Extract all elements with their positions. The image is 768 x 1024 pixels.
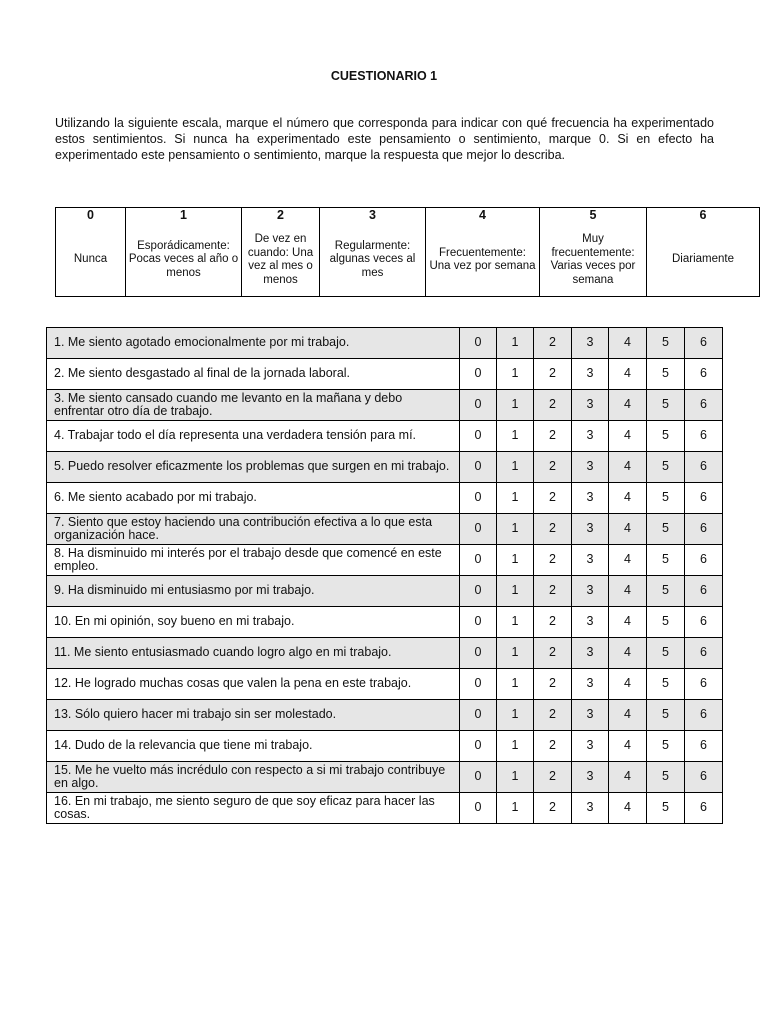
question-text: 8. Ha disminuido mi interés por el trabajo desde que comencé en este empleo. (47, 545, 460, 576)
answer-option-4[interactable]: 4 (609, 607, 647, 638)
answer-option-4[interactable]: 4 (609, 793, 647, 824)
answer-option-1[interactable]: 1 (497, 638, 534, 669)
answer-option-2[interactable]: 2 (534, 638, 572, 669)
answer-option-0[interactable]: 0 (460, 452, 497, 483)
answer-option-3[interactable]: 3 (572, 793, 609, 824)
answer-option-6[interactable]: 6 (685, 328, 723, 359)
question-row (47, 638, 723, 669)
answer-option-4[interactable]: 4 (609, 452, 647, 483)
question-text: 10. En mi opinión, soy bueno en mi trabajo. (47, 607, 460, 638)
scale-number: 2 (242, 208, 320, 225)
question-row (47, 514, 723, 545)
answer-option-4[interactable]: 4 (609, 359, 647, 390)
question-row (47, 731, 723, 762)
answer-option-6[interactable]: 6 (685, 514, 723, 545)
answer-option-2[interactable]: 2 (534, 483, 572, 514)
answer-option-1[interactable]: 1 (497, 607, 534, 638)
answer-option-5[interactable]: 5 (647, 359, 685, 390)
answer-option-3[interactable]: 3 (572, 700, 609, 731)
answer-option-6[interactable]: 6 (685, 576, 723, 607)
answer-option-4[interactable]: 4 (609, 762, 647, 793)
scale-label: Frecuentemente: Una vez por semana (426, 224, 540, 297)
answer-option-6[interactable]: 6 (685, 731, 723, 762)
question-row (47, 390, 723, 421)
answer-option-2[interactable]: 2 (534, 545, 572, 576)
answer-option-2[interactable]: 2 (534, 607, 572, 638)
answer-option-1[interactable]: 1 (497, 452, 534, 483)
answer-option-2[interactable]: 2 (534, 793, 572, 824)
answer-option-0[interactable]: 0 (460, 483, 497, 514)
answer-option-0[interactable]: 0 (460, 359, 497, 390)
answer-option-6[interactable]: 6 (685, 607, 723, 638)
answer-option-5[interactable]: 5 (647, 328, 685, 359)
answer-option-0[interactable]: 0 (460, 638, 497, 669)
scale-label: Esporádicamente: Pocas veces al año o menos (126, 224, 242, 297)
answer-option-6[interactable]: 6 (685, 793, 723, 824)
answer-option-4[interactable]: 4 (609, 638, 647, 669)
answer-option-4[interactable]: 4 (609, 483, 647, 514)
answer-option-1[interactable]: 1 (497, 576, 534, 607)
answer-option-5[interactable]: 5 (647, 452, 685, 483)
answer-option-1[interactable]: 1 (497, 328, 534, 359)
answer-option-5[interactable]: 5 (647, 514, 685, 545)
answer-option-2[interactable]: 2 (534, 390, 572, 421)
answer-option-6[interactable]: 6 (685, 421, 723, 452)
answer-option-5[interactable]: 5 (647, 545, 685, 576)
answer-option-3[interactable]: 3 (572, 638, 609, 669)
question-text: 1. Me siento agotado emocionalmente por mi trabajo. (47, 328, 460, 359)
question-text: 3. Me siento cansado cuando me levanto en la mañana y debo enfrentar otro día de trabajo. (47, 390, 460, 421)
answer-option-0[interactable]: 0 (460, 545, 497, 576)
answer-option-4[interactable]: 4 (609, 731, 647, 762)
answer-option-5[interactable]: 5 (647, 390, 685, 421)
question-row (47, 328, 723, 359)
instructions-paragraph: Utilizando la siguiente escala, marque el número que corresponda para indicar con qué frecuencia ha experimentado estos sentimientos. Si nunca ha experimentado este pensamiento o sentimiento, marque 0. Si en efecto ha experimentado este pensamiento o sentimiento, marque la respuesta que mejor lo describa. (55, 116, 714, 162)
answer-option-2[interactable]: 2 (534, 328, 572, 359)
answer-option-0[interactable]: 0 (460, 390, 497, 421)
answer-option-1[interactable]: 1 (497, 421, 534, 452)
answer-option-2[interactable]: 2 (534, 514, 572, 545)
answer-option-1[interactable]: 1 (497, 700, 534, 731)
answer-option-0[interactable]: 0 (460, 669, 497, 700)
answer-option-0[interactable]: 0 (460, 328, 497, 359)
answer-option-5[interactable]: 5 (647, 421, 685, 452)
question-text: 13. Sólo quiero hacer mi trabajo sin ser molestado. (47, 700, 460, 731)
answer-option-1[interactable]: 1 (497, 514, 534, 545)
question-row (47, 762, 723, 793)
questionnaire-table (46, 327, 723, 824)
answer-option-4[interactable]: 4 (609, 669, 647, 700)
scale-number: 0 (56, 208, 126, 225)
question-row (47, 793, 723, 824)
answer-option-2[interactable]: 2 (534, 731, 572, 762)
answer-option-4[interactable]: 4 (609, 576, 647, 607)
answer-option-3[interactable]: 3 (572, 669, 609, 700)
scale-label-row (56, 224, 760, 297)
question-row (47, 576, 723, 607)
answer-option-2[interactable]: 2 (534, 669, 572, 700)
answer-option-5[interactable]: 5 (647, 483, 685, 514)
answer-option-0[interactable]: 0 (460, 762, 497, 793)
answer-option-0[interactable]: 0 (460, 421, 497, 452)
question-text: 4. Trabajar todo el día representa una verdadera tensión para mí. (47, 421, 460, 452)
answer-option-4[interactable]: 4 (609, 328, 647, 359)
answer-option-3[interactable]: 3 (572, 762, 609, 793)
scale-label: De vez en cuando: Una vez al mes o menos (242, 224, 320, 297)
answer-option-4[interactable]: 4 (609, 421, 647, 452)
question-row (47, 607, 723, 638)
answer-option-2[interactable]: 2 (534, 421, 572, 452)
answer-option-5[interactable]: 5 (647, 638, 685, 669)
page-title: CUESTIONARIO 1 (330, 69, 438, 83)
question-row (47, 421, 723, 452)
answer-option-5[interactable]: 5 (647, 607, 685, 638)
answer-option-1[interactable]: 1 (497, 483, 534, 514)
answer-option-6[interactable]: 6 (685, 359, 723, 390)
answer-option-1[interactable]: 1 (497, 545, 534, 576)
frequency-scale-table (55, 207, 760, 297)
scale-number: 1 (126, 208, 242, 225)
answer-option-2[interactable]: 2 (534, 452, 572, 483)
answer-option-3[interactable]: 3 (572, 514, 609, 545)
answer-option-5[interactable]: 5 (647, 731, 685, 762)
scale-label: Muy frecuentemente: Varias veces por semana (540, 224, 647, 297)
answer-option-5[interactable]: 5 (647, 793, 685, 824)
answer-option-6[interactable]: 6 (685, 700, 723, 731)
answer-option-3[interactable]: 3 (572, 483, 609, 514)
question-text: 6. Me siento acabado por mi trabajo. (47, 483, 460, 514)
answer-option-4[interactable]: 4 (609, 514, 647, 545)
answer-option-0[interactable]: 0 (460, 607, 497, 638)
answer-option-0[interactable]: 0 (460, 731, 497, 762)
answer-option-3[interactable]: 3 (572, 421, 609, 452)
answer-option-6[interactable]: 6 (685, 452, 723, 483)
answer-option-1[interactable]: 1 (497, 762, 534, 793)
answer-option-5[interactable]: 5 (647, 700, 685, 731)
question-row (47, 452, 723, 483)
answer-option-3[interactable]: 3 (572, 452, 609, 483)
question-text: 9. Ha disminuido mi entusiasmo por mi trabajo. (47, 576, 460, 607)
answer-option-5[interactable]: 5 (647, 762, 685, 793)
scale-number: 6 (647, 208, 760, 225)
scale-number: 4 (426, 208, 540, 225)
answer-option-1[interactable]: 1 (497, 731, 534, 762)
answer-option-1[interactable]: 1 (497, 793, 534, 824)
question-row (47, 483, 723, 514)
answer-option-4[interactable]: 4 (609, 700, 647, 731)
answer-option-0[interactable]: 0 (460, 576, 497, 607)
question-text: 14. Dudo de la relevancia que tiene mi trabajo. (47, 731, 460, 762)
answer-option-0[interactable]: 0 (460, 793, 497, 824)
answer-option-1[interactable]: 1 (497, 669, 534, 700)
question-text: 15. Me he vuelto más incrédulo con respecto a si mi trabajo contribuye en algo. (47, 762, 460, 793)
answer-option-3[interactable]: 3 (572, 545, 609, 576)
answer-option-2[interactable]: 2 (534, 359, 572, 390)
question-text: 5. Puedo resolver eficazmente los problemas que surgen en mi trabajo. (47, 452, 460, 483)
question-row (47, 669, 723, 700)
question-row (47, 700, 723, 731)
question-text: 16. En mi trabajo, me siento seguro de que soy eficaz para hacer las cosas. (47, 793, 460, 824)
question-text: 2. Me siento desgastado al final de la jornada laboral. (47, 359, 460, 390)
answer-option-2[interactable]: 2 (534, 762, 572, 793)
answer-option-6[interactable]: 6 (685, 545, 723, 576)
answer-option-3[interactable]: 3 (572, 607, 609, 638)
answer-option-3[interactable]: 3 (572, 359, 609, 390)
answer-option-4[interactable]: 4 (609, 545, 647, 576)
answer-option-4[interactable]: 4 (609, 390, 647, 421)
scale-number: 3 (320, 208, 426, 225)
question-text: 7. Siento que estoy haciendo una contribución efectiva a lo que esta organización hace. (47, 514, 460, 545)
scale-label: Regularmente: algunas veces al mes (320, 224, 426, 297)
answer-option-1[interactable]: 1 (497, 390, 534, 421)
answer-option-0[interactable]: 0 (460, 514, 497, 545)
answer-option-6[interactable]: 6 (685, 390, 723, 421)
scale-number-row (56, 208, 760, 225)
answer-option-3[interactable]: 3 (572, 576, 609, 607)
answer-option-3[interactable]: 3 (572, 328, 609, 359)
answer-option-1[interactable]: 1 (497, 359, 534, 390)
question-row (47, 545, 723, 576)
scale-label: Nunca (56, 224, 126, 297)
answer-option-5[interactable]: 5 (647, 576, 685, 607)
answer-option-2[interactable]: 2 (534, 576, 572, 607)
answer-option-6[interactable]: 6 (685, 669, 723, 700)
answer-option-6[interactable]: 6 (685, 762, 723, 793)
question-text: 11. Me siento entusiasmado cuando logro algo en mi trabajo. (47, 638, 460, 669)
question-row (47, 359, 723, 390)
scale-label: Diariamente (647, 224, 760, 297)
scale-number: 5 (540, 208, 647, 225)
question-text: 12. He logrado muchas cosas que valen la pena en este trabajo. (47, 669, 460, 700)
answer-option-2[interactable]: 2 (534, 700, 572, 731)
answer-option-6[interactable]: 6 (685, 483, 723, 514)
answer-option-6[interactable]: 6 (685, 638, 723, 669)
answer-option-3[interactable]: 3 (572, 390, 609, 421)
answer-option-5[interactable]: 5 (647, 669, 685, 700)
answer-option-3[interactable]: 3 (572, 731, 609, 762)
answer-option-0[interactable]: 0 (460, 700, 497, 731)
